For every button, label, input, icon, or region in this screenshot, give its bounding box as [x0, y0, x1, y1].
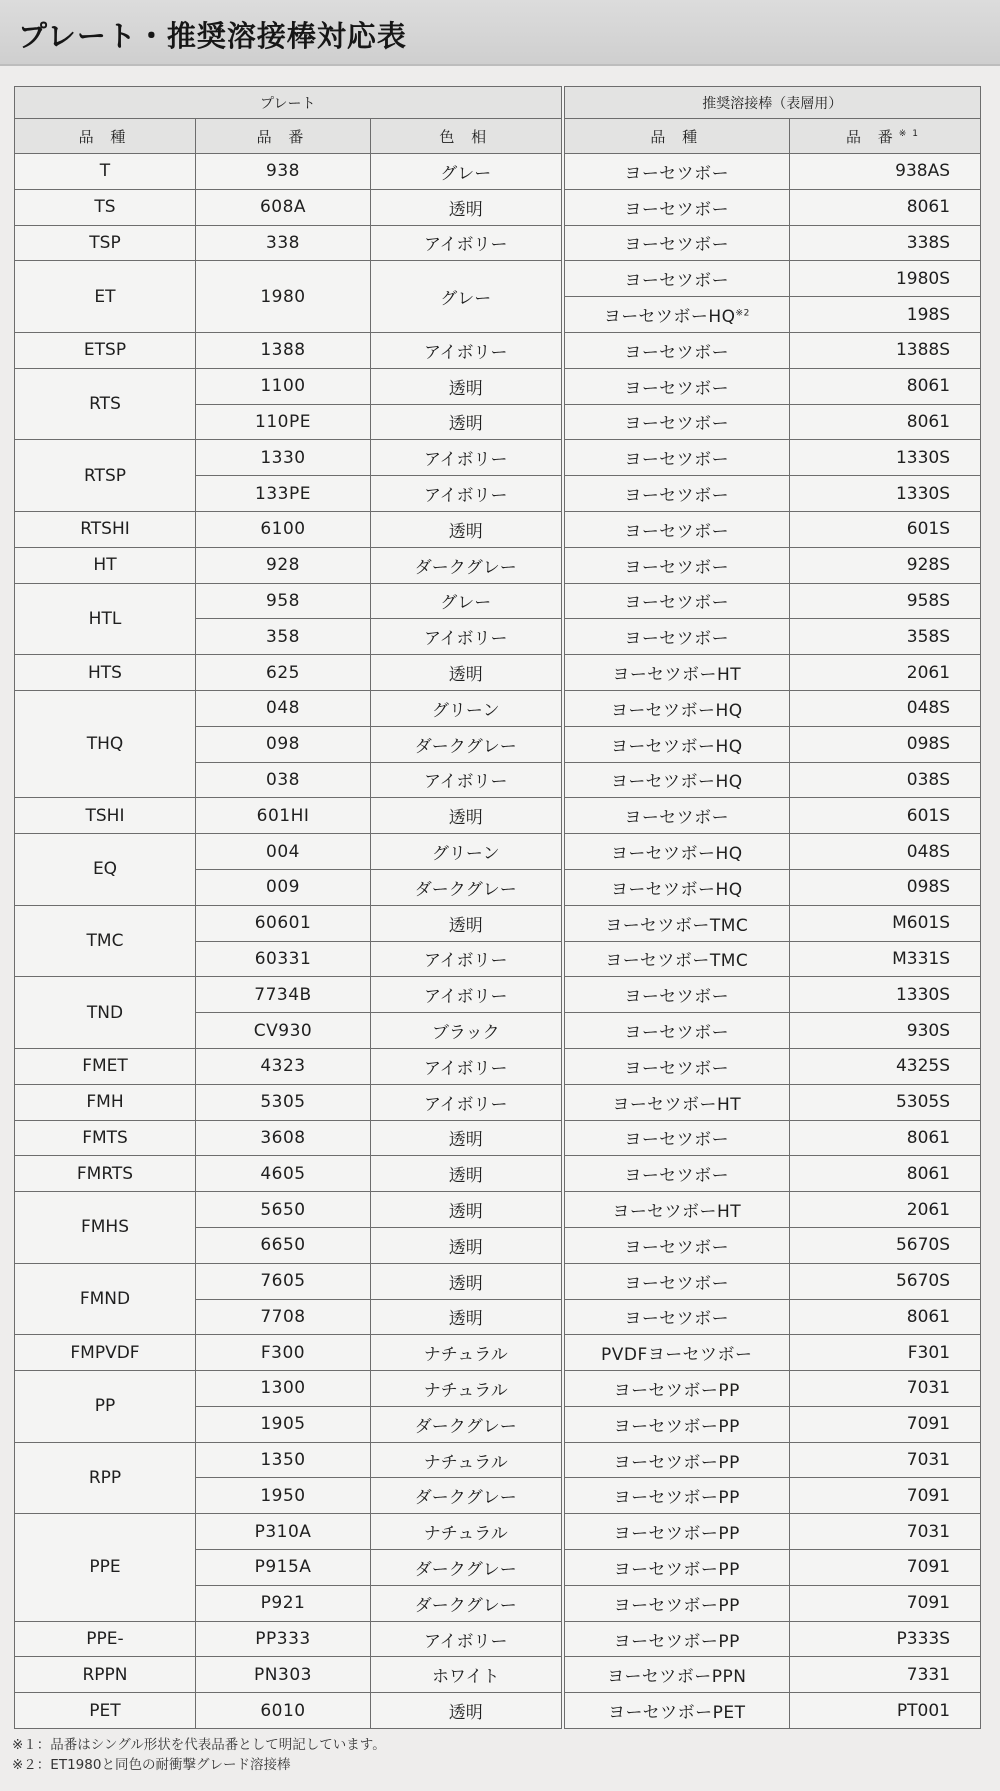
rod-grade-cell: ヨーセツボーTMC: [563, 941, 790, 977]
rod-group-header: 推奨溶接棒（表層用）: [563, 87, 981, 119]
plate-no-cell: PP333: [196, 1621, 371, 1657]
rod-grade-cell: ヨーセツボー: [563, 1120, 790, 1156]
plate-no-cell: P921: [196, 1585, 371, 1621]
color-cell: 透明: [371, 655, 563, 691]
table-row: [15, 368, 981, 404]
rod-no-cell: 7091: [790, 1406, 981, 1442]
color-cell: ダークグレー: [371, 1478, 563, 1514]
rod-no-cell: P333S: [790, 1621, 981, 1657]
rod-grade-cell: ヨーセツボー: [563, 977, 790, 1013]
plate-no-cell: 3608: [196, 1120, 371, 1156]
rod-grade-cell: ヨーセツボー: [563, 511, 790, 547]
rod-grade-cell: ヨーセツボー: [563, 332, 790, 368]
color-cell: ナチュラル: [371, 1442, 563, 1478]
plate-no-header: 品 番: [196, 119, 371, 154]
rod-no-cell: 7091: [790, 1478, 981, 1514]
color-cell: 透明: [371, 1263, 563, 1299]
color-cell: ダークグレー: [371, 1406, 563, 1442]
plate-no-cell: 6650: [196, 1227, 371, 1263]
rod-grade-cell: ヨーセツボー: [563, 261, 790, 297]
color-cell: アイボリー: [371, 977, 563, 1013]
table-row: [15, 1192, 981, 1228]
plate-no-cell: 1330: [196, 440, 371, 476]
grade-cell: PP: [15, 1371, 196, 1443]
rod-grade-cell: ヨーセツボーTMC: [563, 905, 790, 941]
grade-cell: HTL: [15, 583, 196, 655]
color-cell: ダークグレー: [371, 869, 563, 905]
rod-grade-cell: ヨーセツボーHT: [563, 1192, 790, 1228]
rod-grade-cell: ヨーセツボー: [563, 1299, 790, 1335]
grade-cell: RTSHI: [15, 511, 196, 547]
table-row: [15, 261, 981, 297]
color-cell: 透明: [371, 1120, 563, 1156]
rod-no-cell: 1330S: [790, 440, 981, 476]
rod-no-cell: 2061: [790, 655, 981, 691]
rod-no-cell: 038S: [790, 762, 981, 798]
rod-grade-cell: ヨーセツボーHQ: [563, 690, 790, 726]
footnote-2: ※２：ET1980と同色の耐衝撃グレード溶接棒: [12, 1757, 291, 1773]
plate-no-cell: 1950: [196, 1478, 371, 1514]
rod-no-cell: 930S: [790, 1013, 981, 1049]
table-row: [15, 583, 981, 619]
plate-no-cell: 6010: [196, 1693, 371, 1729]
table-row: [15, 189, 981, 225]
plate-no-cell: P915A: [196, 1550, 371, 1586]
page-title: プレート・推奨溶接棒対応表: [18, 19, 407, 53]
plate-rod-table: [14, 86, 981, 1729]
plate-no-cell: 048: [196, 690, 371, 726]
grade-cell: FMET: [15, 1048, 196, 1084]
grade-cell: ET: [15, 261, 196, 333]
grade-cell: T: [15, 154, 196, 190]
table-row: [15, 154, 981, 190]
rod-grade-header: 品 種: [563, 119, 790, 154]
rod-no-cell: 8061: [790, 1299, 981, 1335]
color-cell: アイボリー: [371, 440, 563, 476]
table-row: [15, 225, 981, 261]
rod-no-cell: 7031: [790, 1442, 981, 1478]
rod-no-cell: M601S: [790, 905, 981, 941]
rod-grade-cell: ヨーセツボー: [563, 189, 790, 225]
color-cell: ナチュラル: [371, 1514, 563, 1550]
rod-no-cell: 1980S: [790, 261, 981, 297]
rod-no-cell: 5305S: [790, 1084, 981, 1120]
plate-no-cell: 5305: [196, 1084, 371, 1120]
table-row: [15, 1514, 981, 1550]
grade-cell: RTS: [15, 368, 196, 440]
plate-no-cell: 7708: [196, 1299, 371, 1335]
grade-cell: FMPVDF: [15, 1335, 196, 1371]
rod-no-cell: 358S: [790, 619, 981, 655]
grade-cell: FMH: [15, 1084, 196, 1120]
table-row: [15, 798, 981, 834]
rod-grade-cell: ヨーセツボー: [563, 583, 790, 619]
rod-no-cell: 5670S: [790, 1263, 981, 1299]
color-cell: グレー: [371, 583, 563, 619]
rod-grade-cell: ヨーセツボー: [563, 798, 790, 834]
plate-no-cell: 098: [196, 726, 371, 762]
grade-cell: TS: [15, 189, 196, 225]
color-cell: グレー: [371, 261, 563, 333]
grade-cell: HTS: [15, 655, 196, 691]
rod-no-cell-alt: 198S: [790, 297, 981, 333]
color-cell: アイボリー: [371, 1084, 563, 1120]
table-row: [15, 440, 981, 476]
rod-no-cell: 7031: [790, 1514, 981, 1550]
plate-no-cell: 004: [196, 834, 371, 870]
rod-grade-alt: ヨーセツボーHQ: [603, 307, 736, 328]
color-cell: 透明: [371, 1693, 563, 1729]
plate-no-cell: 1350: [196, 1442, 371, 1478]
grade-cell: PET: [15, 1693, 196, 1729]
plate-no-cell: 958: [196, 583, 371, 619]
rod-grade-cell: ヨーセツボーHQ: [563, 762, 790, 798]
rod-grade-cell: ヨーセツボー: [563, 1013, 790, 1049]
rod-grade-cell: ヨーセツボーPET: [563, 1693, 790, 1729]
footnotes: [12, 1735, 386, 1775]
color-cell: グリーン: [371, 690, 563, 726]
table-row: [15, 1371, 981, 1407]
color-cell: 透明: [371, 1227, 563, 1263]
table-row: [15, 1156, 981, 1192]
color-cell: アイボリー: [371, 476, 563, 512]
rod-no-cell: 338S: [790, 225, 981, 261]
color-cell: アイボリー: [371, 762, 563, 798]
rod-no-cell: 098S: [790, 869, 981, 905]
grade-cell: ETSP: [15, 332, 196, 368]
rod-grade-cell: ヨーセツボーHQ: [563, 726, 790, 762]
plate-no-cell: CV930: [196, 1013, 371, 1049]
plate-no-cell: 928: [196, 547, 371, 583]
rod-no-cell: 7031: [790, 1371, 981, 1407]
rod-grade-cell: ヨーセツボーHT: [563, 655, 790, 691]
color-cell: 透明: [371, 511, 563, 547]
rod-grade-cell: ヨーセツボー: [563, 440, 790, 476]
plate-no-cell: 60601: [196, 905, 371, 941]
plate-no-cell: 608A: [196, 189, 371, 225]
table-row: [15, 977, 981, 1013]
color-cell: 透明: [371, 1156, 563, 1192]
color-cell: 透明: [371, 798, 563, 834]
rod-no-cell: 8061: [790, 189, 981, 225]
color-cell: ダークグレー: [371, 547, 563, 583]
grade-cell: RTSP: [15, 440, 196, 512]
plate-no-cell: 110PE: [196, 404, 371, 440]
grade-cell: TSHI: [15, 798, 196, 834]
table-row: [15, 690, 981, 726]
color-cell: グリーン: [371, 834, 563, 870]
rod-no-cell: 8061: [790, 1120, 981, 1156]
table-row: [15, 834, 981, 870]
table-row: [15, 511, 981, 547]
plate-no-cell: 7734B: [196, 977, 371, 1013]
rod-grade-cell: ヨーセツボーPP: [563, 1442, 790, 1478]
color-cell: グレー: [371, 154, 563, 190]
color-cell: 透明: [371, 368, 563, 404]
rod-grade-cell: ヨーセツボーPP: [563, 1550, 790, 1586]
rod-grade-cell: ヨーセツボーPP: [563, 1406, 790, 1442]
plate-no-cell: 625: [196, 655, 371, 691]
rod-no-cell: F301: [790, 1335, 981, 1371]
color-cell: ホワイト: [371, 1657, 563, 1693]
color-cell: アイボリー: [371, 225, 563, 261]
grade-cell: FMTS: [15, 1120, 196, 1156]
grade-cell: TSP: [15, 225, 196, 261]
plate-no-cell: 009: [196, 869, 371, 905]
grade-cell: TND: [15, 977, 196, 1049]
rod-grade-cell: ヨーセツボーPP: [563, 1514, 790, 1550]
rod-no-cell: M331S: [790, 941, 981, 977]
plate-no-cell: 1100: [196, 368, 371, 404]
plate-no-cell: F300: [196, 1335, 371, 1371]
grade-cell: FMND: [15, 1263, 196, 1335]
rod-no-cell: 958S: [790, 583, 981, 619]
color-cell: ダークグレー: [371, 1585, 563, 1621]
table-body: [15, 154, 981, 1729]
table-row: [15, 1263, 981, 1299]
rod-grade-cell: ヨーセツボー: [563, 547, 790, 583]
table-row: [15, 1335, 981, 1371]
table-row: [15, 1693, 981, 1729]
rod-grade-cell: ヨーセツボー: [563, 225, 790, 261]
rod-grade-cell: ヨーセツボー: [563, 1227, 790, 1263]
plate-no-cell: 5650: [196, 1192, 371, 1228]
grade-cell: PPE-: [15, 1621, 196, 1657]
rod-no-header: 品 番: [845, 127, 899, 146]
rod-no-cell: 5670S: [790, 1227, 981, 1263]
grade-cell: FMRTS: [15, 1156, 196, 1192]
plate-no-cell: 4323: [196, 1048, 371, 1084]
grade-cell: FMHS: [15, 1192, 196, 1264]
color-cell: アイボリー: [371, 941, 563, 977]
plate-no-cell: 1388: [196, 332, 371, 368]
rod-no-cell: 7091: [790, 1550, 981, 1586]
rod-no-cell: 8061: [790, 368, 981, 404]
plate-no-cell: P310A: [196, 1514, 371, 1550]
rod-no-cell: 2061: [790, 1192, 981, 1228]
plate-no-cell: 938: [196, 154, 371, 190]
table-row: [15, 1048, 981, 1084]
rod-grade-alt-mark: ※2: [735, 308, 750, 319]
plate-no-cell: 338: [196, 225, 371, 261]
color-cell: ナチュラル: [371, 1335, 563, 1371]
color-cell: ダークグレー: [371, 1550, 563, 1586]
rod-no-cell: 1330S: [790, 476, 981, 512]
rod-no-cell: 7091: [790, 1585, 981, 1621]
plate-no-cell: 133PE: [196, 476, 371, 512]
table-row: [15, 655, 981, 691]
rod-grade-cell: PVDFヨーセツボー: [563, 1335, 790, 1371]
rod-no-cell: 938AS: [790, 154, 981, 190]
plate-no-cell: 7605: [196, 1263, 371, 1299]
color-cell: アイボリー: [371, 619, 563, 655]
rod-no-cell: 601S: [790, 798, 981, 834]
plate-no-cell: 601HI: [196, 798, 371, 834]
rod-no-cell: 8061: [790, 404, 981, 440]
rod-no-cell: 928S: [790, 547, 981, 583]
color-cell: 透明: [371, 1299, 563, 1335]
rod-no-cell: 048S: [790, 834, 981, 870]
plate-no-cell: 1905: [196, 1406, 371, 1442]
table-row: [15, 1442, 981, 1478]
rod-no-cell: 048S: [790, 690, 981, 726]
plate-no-cell: 1980: [196, 261, 371, 333]
rod-grade-cell: ヨーセツボーHT: [563, 1084, 790, 1120]
rod-grade-cell: ヨーセツボーPP: [563, 1621, 790, 1657]
table-row: [15, 1621, 981, 1657]
rod-grade-cell: ヨーセツボーPPN: [563, 1657, 790, 1693]
grade-cell: THQ: [15, 690, 196, 797]
rod-no-cell: 4325S: [790, 1048, 981, 1084]
group-header-row: [15, 87, 981, 119]
rod-grade-cell: ヨーセツボーPP: [563, 1585, 790, 1621]
color-cell: アイボリー: [371, 1621, 563, 1657]
rod-grade-cell: ヨーセツボー: [563, 368, 790, 404]
rod-no-cell: 098S: [790, 726, 981, 762]
footnote-1: ※１：品番はシングル形状を代表品番として明記しています。: [12, 1737, 386, 1753]
table-row: [15, 547, 981, 583]
color-cell: アイボリー: [371, 1048, 563, 1084]
color-header: 色 相: [371, 119, 563, 154]
color-cell: ナチュラル: [371, 1371, 563, 1407]
plate-group-header: プレート: [15, 87, 563, 119]
rod-grade-cell: ヨーセツボーHQ: [563, 834, 790, 870]
rod-grade-cell: ヨーセツボー: [563, 476, 790, 512]
color-cell: アイボリー: [371, 332, 563, 368]
plate-no-cell: 60331: [196, 941, 371, 977]
rod-grade-cell: ヨーセツボーPP: [563, 1478, 790, 1514]
color-cell: 透明: [371, 189, 563, 225]
grade-cell: HT: [15, 547, 196, 583]
grade-cell: EQ: [15, 834, 196, 906]
rod-no-cell: 1388S: [790, 332, 981, 368]
color-cell: ダークグレー: [371, 726, 563, 762]
rod-grade-cell: ヨーセツボーPP: [563, 1371, 790, 1407]
rod-grade-cell: ヨーセツボー: [563, 619, 790, 655]
plate-no-cell: 038: [196, 762, 371, 798]
grade-cell: RPPN: [15, 1657, 196, 1693]
rod-grade-cell-alt: [563, 297, 790, 333]
color-cell: 透明: [371, 905, 563, 941]
grade-cell: RPP: [15, 1442, 196, 1514]
table-row: [15, 1120, 981, 1156]
rod-no-cell: 7331: [790, 1657, 981, 1693]
rod-no-header-cell: [790, 119, 981, 154]
plate-no-cell: PN303: [196, 1657, 371, 1693]
column-header-row: [15, 119, 981, 154]
table-row: [15, 332, 981, 368]
rod-no-cell: 1330S: [790, 977, 981, 1013]
rod-no-cell: 8061: [790, 1156, 981, 1192]
table-row: [15, 905, 981, 941]
rod-no-cell: PT001: [790, 1693, 981, 1729]
plate-no-cell: 1300: [196, 1371, 371, 1407]
grade-cell: TMC: [15, 905, 196, 977]
grade-header: 品 種: [15, 119, 196, 154]
color-cell: 透明: [371, 404, 563, 440]
rod-grade-cell: ヨーセツボー: [563, 1156, 790, 1192]
rod-no-header-mark: ※1: [898, 128, 925, 139]
plate-no-cell: 6100: [196, 511, 371, 547]
rod-no-cell: 601S: [790, 511, 981, 547]
rod-grade-cell: ヨーセツボー: [563, 1263, 790, 1299]
rod-grade-cell: ヨーセツボー: [563, 404, 790, 440]
table-row: [15, 1657, 981, 1693]
title-bar: [0, 0, 1000, 66]
color-cell: 透明: [371, 1192, 563, 1228]
rod-grade-cell: ヨーセツボーHQ: [563, 869, 790, 905]
rod-grade-cell: ヨーセツボー: [563, 1048, 790, 1084]
rod-grade-cell: ヨーセツボー: [563, 154, 790, 190]
table-row: [15, 1084, 981, 1120]
grade-cell: PPE: [15, 1514, 196, 1621]
plate-no-cell: 358: [196, 619, 371, 655]
plate-no-cell: 4605: [196, 1156, 371, 1192]
color-cell: ブラック: [371, 1013, 563, 1049]
